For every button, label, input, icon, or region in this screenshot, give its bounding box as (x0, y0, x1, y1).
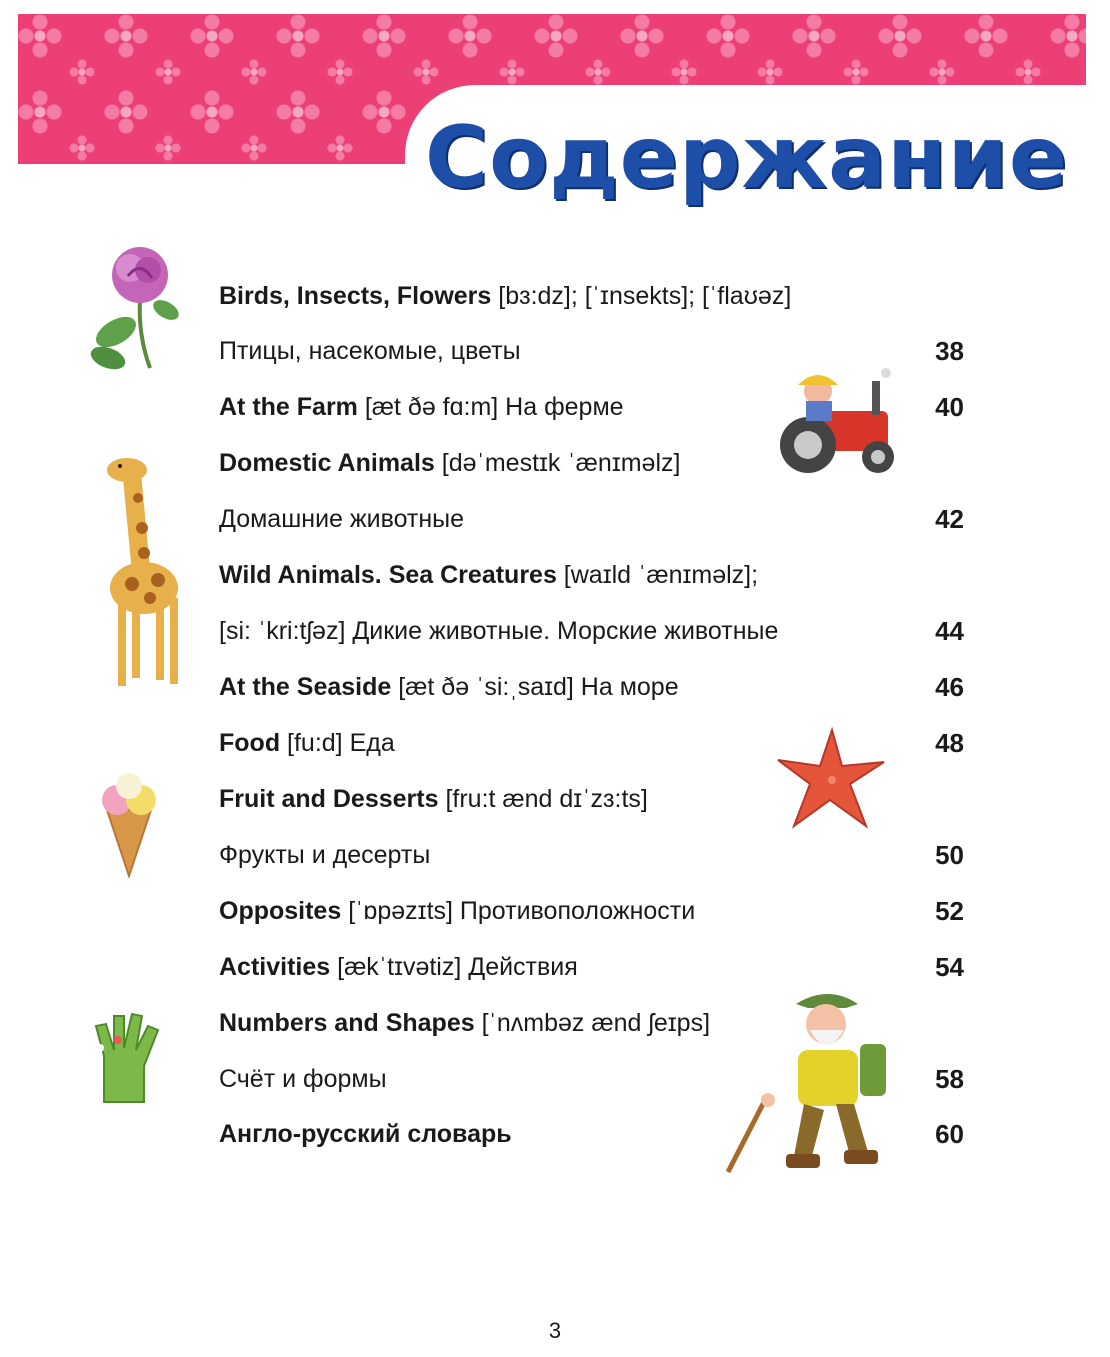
rose-illustration (78, 240, 183, 370)
toc-entry-text: [æt ðə ˈsi:ˌsaɪd] На море (391, 673, 679, 701)
toc-entry-title: Activities (219, 953, 331, 981)
toc-entry-text: [si: ˈkri:tʃəz] Дикие животные. Морские животные (219, 617, 779, 645)
toc-entry-title: At the Seaside (219, 673, 392, 701)
toc-page-number: 60 (935, 1119, 964, 1149)
toc-row (219, 276, 964, 316)
toc-row (219, 891, 964, 931)
toc-entry-text: [fru:t ænd dɪˈzɜ:ts] (438, 785, 648, 813)
ice-cream-illustration (95, 770, 163, 878)
toc-entry-text: Домашние животные (219, 505, 465, 533)
toc-entry-text: [æt ðə fɑ:m] На ферме (357, 393, 624, 421)
page-number: 3 (548, 1318, 562, 1343)
toc-page-number: 58 (935, 1064, 964, 1094)
toc-entry-text: Птицы, насекомые, цветы (219, 337, 521, 365)
toc-entry-text: [ˈnʌmbəz ænd ʃeɪps] (474, 1009, 711, 1037)
tractor-illustration (778, 365, 900, 477)
toc-entry-text: [bɜ:dz]; [ˈɪnsekts]; [ˈflaʊəz] (491, 282, 792, 310)
toc-entry-text: [dəˈmestɪk ˈænɪməlz] (434, 449, 681, 477)
toc-entry-text: [ˈɒpəzɪts] Противоположности (341, 897, 696, 925)
toc-page-number: 54 (935, 952, 964, 982)
toc-page-number: 46 (935, 672, 964, 702)
toc-entry-title: Domestic Animals (219, 449, 435, 477)
hiker-illustration (720, 984, 910, 1180)
toc-entry-title: Opposites (219, 897, 342, 925)
toc-page-number: 38 (935, 336, 964, 366)
starfish-illustration (772, 722, 890, 832)
toc-page-number: 42 (935, 504, 964, 534)
toc-entry-title: Fruit and Desserts (219, 785, 439, 813)
toc-row (219, 835, 964, 875)
toc-page-number: 50 (935, 840, 964, 870)
glove-illustration (88, 1006, 164, 1106)
toc-entry-title: Birds, Insects, Flowers (219, 282, 492, 310)
toc-row (219, 947, 964, 987)
toc-entry-title: Food (219, 729, 281, 757)
toc-page-number: 48 (935, 728, 964, 758)
toc-entry-title: Wild Animals. Sea Creatures (219, 561, 557, 589)
toc-entry-title: At the Farm (219, 393, 358, 421)
toc-entry-text: [ækˈtɪvətiz] Действия (330, 953, 578, 981)
toc-row (219, 611, 964, 651)
toc-row (219, 499, 964, 539)
giraffe-illustration (82, 448, 187, 690)
toc-entry-text: Счёт и формы (219, 1065, 387, 1093)
toc-entry-title: Англо-русский словарь (219, 1120, 512, 1148)
toc-entry-text: [fu:d] Еда (280, 729, 395, 757)
toc-row (219, 555, 964, 595)
toc-page-number: 44 (935, 616, 964, 646)
page-title: Содержание (425, 108, 1069, 208)
toc-page-number: 40 (935, 392, 964, 422)
toc-row (219, 667, 964, 707)
toc-entry-text: [waɪld ˈænɪməlz]; (556, 561, 759, 589)
toc-page-number: 52 (935, 896, 964, 926)
toc-entry-text: Фрукты и десерты (219, 841, 431, 869)
toc-entry-title: Numbers and Shapes (219, 1009, 475, 1037)
